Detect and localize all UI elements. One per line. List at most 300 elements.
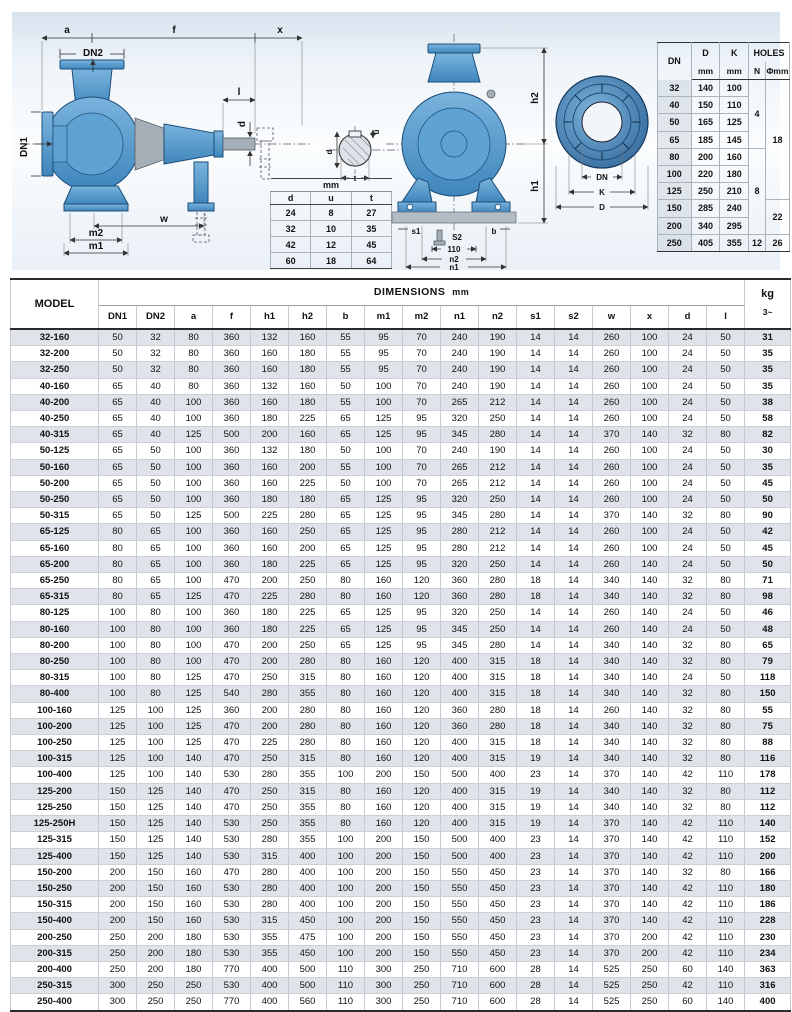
dim-cell: 100 <box>631 459 669 475</box>
dim-cell: 345 <box>441 621 479 637</box>
col-header-dn2: DN2 <box>137 305 175 329</box>
dim-cell: 50 <box>327 443 365 459</box>
dim-cell: 530 <box>213 848 251 864</box>
dim-cell: 60 <box>669 994 707 1011</box>
weight-cell: 58 <box>745 411 791 427</box>
dim-cell: 450 <box>289 913 327 929</box>
dim-cell: 42 <box>669 880 707 896</box>
dim-cell: 100 <box>631 540 669 556</box>
dim-cell: 50 <box>99 362 137 378</box>
model-cell: 40-250 <box>11 411 99 427</box>
dim-cell: 50 <box>327 378 365 394</box>
dim-cell: 140 <box>175 751 213 767</box>
flange-d-cell: 140 <box>691 80 720 97</box>
dim-cell: 160 <box>251 362 289 378</box>
dim-cell: 80 <box>137 686 175 702</box>
shaft-col-t: t <box>351 192 391 205</box>
dim-cell: 100 <box>175 556 213 572</box>
dim-cell: 280 <box>479 702 517 718</box>
dim-cell: 450 <box>479 897 517 913</box>
dim-cell: 320 <box>441 492 479 508</box>
dim-cell: 120 <box>403 799 441 815</box>
dim-cell: 32 <box>669 751 707 767</box>
dim-cell: 250 <box>289 524 327 540</box>
dim-cell: 42 <box>669 978 707 994</box>
dim-cell: 40 <box>137 427 175 443</box>
dim-cell: 260 <box>593 540 631 556</box>
dim-cell: 280 <box>289 718 327 734</box>
dim-cell: 65 <box>327 556 365 572</box>
dim-cell: 225 <box>289 475 327 491</box>
flange-k-cell: 355 <box>720 234 749 251</box>
dim-cell: 370 <box>593 945 631 961</box>
dim-cell: 260 <box>593 411 631 427</box>
dim-cell: 95 <box>403 540 441 556</box>
dim-cell: 140 <box>175 783 213 799</box>
dim-cell: 250 <box>251 670 289 686</box>
dim-cell: 525 <box>593 961 631 977</box>
dim-cell: 400 <box>441 686 479 702</box>
dim-cell: 315 <box>479 735 517 751</box>
dimension-row <box>11 378 791 394</box>
dim-cell: 300 <box>365 961 403 977</box>
dimension-row <box>11 654 791 670</box>
dim-cell: 225 <box>289 556 327 572</box>
dim-cell: 260 <box>593 443 631 459</box>
dim-cell: 315 <box>251 848 289 864</box>
dim-cell: 340 <box>593 751 631 767</box>
dim-cell: 400 <box>251 978 289 994</box>
dim-cell: 14 <box>555 654 593 670</box>
dim-cell: 160 <box>175 880 213 896</box>
dim-cell: 600 <box>479 961 517 977</box>
weight-cell: 79 <box>745 654 791 670</box>
dim-cell: 550 <box>441 880 479 896</box>
flange-holes-phi-cell: 22 <box>765 200 789 234</box>
dim-cell: 280 <box>479 508 517 524</box>
dim-cell: 240 <box>441 329 479 346</box>
model-cell: 80-315 <box>11 670 99 686</box>
dim-label-dn2: DN2 <box>82 48 104 59</box>
dim-cell: 160 <box>365 799 403 815</box>
dim-cell: 315 <box>479 751 517 767</box>
dim-cell: 65 <box>327 540 365 556</box>
dim-cell: 100 <box>365 443 403 459</box>
dim-cell: 100 <box>631 443 669 459</box>
dim-cell: 24 <box>669 492 707 508</box>
pump-side-view-drawing <box>14 14 314 262</box>
dim-cell: 530 <box>213 816 251 832</box>
flange-k-cell: 100 <box>720 80 749 97</box>
dim-cell: 32 <box>669 702 707 718</box>
dim-cell: 250 <box>251 751 289 767</box>
dim-cell: 225 <box>251 735 289 751</box>
dim-cell: 14 <box>517 556 555 572</box>
dim-cell: 14 <box>555 394 593 410</box>
dim-cell: 80 <box>327 573 365 589</box>
dim-cell: 65 <box>99 508 137 524</box>
dim-cell: 550 <box>441 897 479 913</box>
dim-cell: 180 <box>175 961 213 977</box>
dim-cell: 14 <box>555 735 593 751</box>
dim-cell: 250 <box>99 945 137 961</box>
dim-cell: 250 <box>137 978 175 994</box>
dim-cell: 80 <box>707 637 745 653</box>
dim-cell: 600 <box>479 994 517 1011</box>
dim-cell: 140 <box>631 702 669 718</box>
dim-cell: 80 <box>707 799 745 815</box>
dim-cell: 14 <box>555 540 593 556</box>
dim-cell: 240 <box>441 346 479 362</box>
dim-cell: 125 <box>175 702 213 718</box>
dim-cell: 360 <box>213 556 251 572</box>
dim-cell: 32 <box>669 783 707 799</box>
dim-cell: 100 <box>631 524 669 540</box>
dim-cell: 345 <box>441 427 479 443</box>
dimension-row <box>11 848 791 864</box>
model-cell: 32-160 <box>11 329 99 346</box>
dim-cell: 50 <box>137 443 175 459</box>
shaft-dim-cell: 42 <box>271 237 311 253</box>
dim-cell: 140 <box>631 637 669 653</box>
dim-cell: 125 <box>99 718 137 734</box>
dimension-row <box>11 605 791 621</box>
dim-cell: 280 <box>289 508 327 524</box>
dim-cell: 400 <box>479 767 517 783</box>
dim-cell: 280 <box>289 735 327 751</box>
flange-subheader-mm-d: mm <box>691 62 720 80</box>
dimension-row <box>11 475 791 491</box>
dim-cell: 55 <box>327 346 365 362</box>
model-cell: 125-200 <box>11 783 99 799</box>
dim-cell: 14 <box>517 605 555 621</box>
dim-cell: 14 <box>517 475 555 491</box>
dim-cell: 14 <box>555 346 593 362</box>
shaft-dim-cell: 24 <box>271 205 311 221</box>
dim-cell: 140 <box>631 832 669 848</box>
dim-cell: 80 <box>707 508 745 524</box>
dim-cell: 355 <box>289 832 327 848</box>
col-header-n2: n2 <box>479 305 517 329</box>
dim-cell: 240 <box>441 378 479 394</box>
dim-cell: 132 <box>251 329 289 346</box>
dim-cell: 80 <box>327 751 365 767</box>
dim-cell: 710 <box>441 994 479 1011</box>
dim-cell: 14 <box>555 492 593 508</box>
shaft-dim-cell: 27 <box>351 205 391 221</box>
dim-cell: 120 <box>403 686 441 702</box>
dim-cell: 160 <box>365 783 403 799</box>
dim-cell: 260 <box>593 524 631 540</box>
dim-cell: 24 <box>669 459 707 475</box>
dim-cell: 340 <box>593 573 631 589</box>
dim-cell: 100 <box>327 880 365 896</box>
dim-cell: 360 <box>213 329 251 346</box>
dim-cell: 140 <box>175 832 213 848</box>
dim-cell: 19 <box>517 783 555 799</box>
dimension-row <box>11 540 791 556</box>
col-header-x: x <box>631 305 669 329</box>
dim-cell: 500 <box>441 767 479 783</box>
dim-cell: 95 <box>403 637 441 653</box>
weight-cell: 30 <box>745 443 791 459</box>
shaft-table-row <box>271 237 392 253</box>
dim-cell: 160 <box>365 670 403 686</box>
dim-cell: 525 <box>593 994 631 1011</box>
dim-cell: 65 <box>99 475 137 491</box>
dim-cell: 160 <box>365 654 403 670</box>
dim-cell: 360 <box>213 621 251 637</box>
dim-cell: 160 <box>251 394 289 410</box>
dim-label-h1: h1 <box>530 180 541 192</box>
dim-cell: 140 <box>631 767 669 783</box>
flange-holes-n-cell: 12 <box>749 234 766 251</box>
weight-cell: 48 <box>745 621 791 637</box>
dim-cell: 160 <box>175 864 213 880</box>
dim-cell: 14 <box>517 411 555 427</box>
weight-cell: 55 <box>745 702 791 718</box>
dim-cell: 70 <box>403 346 441 362</box>
model-cell: 125-250 <box>11 799 99 815</box>
dim-cell: 200 <box>137 961 175 977</box>
dim-cell: 180 <box>175 929 213 945</box>
dim-cell: 95 <box>365 329 403 346</box>
dim-cell: 370 <box>593 864 631 880</box>
dim-cell: 600 <box>479 978 517 994</box>
model-cell: 80-200 <box>11 637 99 653</box>
dim-cell: 80 <box>707 589 745 605</box>
shaft-dimensions-table <box>270 178 392 269</box>
dim-cell: 400 <box>289 864 327 880</box>
dimension-row <box>11 880 791 896</box>
dim-cell: 200 <box>99 913 137 929</box>
dim-cell: 550 <box>441 929 479 945</box>
weight-cell: 42 <box>745 524 791 540</box>
weight-cell: 90 <box>745 508 791 524</box>
dimension-row <box>11 751 791 767</box>
weight-cell: 35 <box>745 362 791 378</box>
dim-cell: 560 <box>289 994 327 1011</box>
dim-cell: 100 <box>327 864 365 880</box>
dim-cell: 140 <box>175 767 213 783</box>
dim-cell: 150 <box>137 897 175 913</box>
dim-cell: 14 <box>555 832 593 848</box>
dim-cell: 400 <box>479 848 517 864</box>
shaft-dim-cell: 45 <box>351 237 391 253</box>
weight-cell: 38 <box>745 394 791 410</box>
dim-cell: 100 <box>365 459 403 475</box>
dim-cell: 80 <box>137 621 175 637</box>
dim-cell: 370 <box>593 816 631 832</box>
dim-cell: 65 <box>327 605 365 621</box>
dim-cell: 32 <box>669 508 707 524</box>
dim-cell: 14 <box>555 848 593 864</box>
dimension-row <box>11 637 791 653</box>
flange-table-row <box>658 234 790 251</box>
dim-label-s1: s1 <box>411 227 421 236</box>
dim-cell: 500 <box>213 508 251 524</box>
dim-cell: 50 <box>99 346 137 362</box>
dim-cell: 212 <box>479 524 517 540</box>
dim-cell: 65 <box>137 589 175 605</box>
dim-cell: 50 <box>99 329 137 346</box>
dim-cell: 80 <box>707 751 745 767</box>
dim-cell: 24 <box>669 556 707 572</box>
dim-cell: 80 <box>99 524 137 540</box>
dim-cell: 50 <box>707 394 745 410</box>
dim-cell: 250 <box>403 978 441 994</box>
dimension-row <box>11 508 791 524</box>
dim-cell: 80 <box>99 589 137 605</box>
dim-cell: 360 <box>213 702 251 718</box>
dim-cell: 80 <box>327 718 365 734</box>
dim-cell: 260 <box>593 475 631 491</box>
flange-k-cell: 125 <box>720 114 749 131</box>
dim-cell: 320 <box>441 411 479 427</box>
dim-cell: 50 <box>707 524 745 540</box>
dim-cell: 400 <box>441 783 479 799</box>
dim-cell: 120 <box>403 718 441 734</box>
dim-cell: 110 <box>707 832 745 848</box>
dim-cell: 280 <box>441 524 479 540</box>
dim-cell: 95 <box>403 605 441 621</box>
dim-cell: 450 <box>479 864 517 880</box>
dim-cell: 250 <box>175 978 213 994</box>
dim-cell: 140 <box>631 670 669 686</box>
flange-k-cell: 180 <box>720 165 749 182</box>
model-cell: 100-315 <box>11 751 99 767</box>
dimension-row <box>11 816 791 832</box>
weight-cell: 46 <box>745 605 791 621</box>
dimension-row <box>11 589 791 605</box>
dimension-row <box>11 961 791 977</box>
dimensions-header <box>99 279 745 305</box>
model-cell: 125-315 <box>11 832 99 848</box>
dim-cell: 14 <box>555 686 593 702</box>
shaft-table-row <box>271 205 392 221</box>
dim-cell: 250 <box>175 994 213 1011</box>
dim-cell: 70 <box>403 394 441 410</box>
dim-cell: 70 <box>403 362 441 378</box>
dim-cell: 315 <box>479 816 517 832</box>
model-cell: 200-400 <box>11 961 99 977</box>
dim-label-l: l <box>237 87 241 98</box>
dim-cell: 260 <box>593 621 631 637</box>
dim-cell: 14 <box>555 702 593 718</box>
shaft-dim-cell: 35 <box>351 221 391 237</box>
model-cell: 65-250 <box>11 573 99 589</box>
section-label-t: t <box>353 174 357 183</box>
dimension-row <box>11 767 791 783</box>
dim-cell: 28 <box>517 978 555 994</box>
model-cell: 100-160 <box>11 702 99 718</box>
dim-cell: 14 <box>555 670 593 686</box>
shaft-dim-cell: 8 <box>311 205 351 221</box>
dimension-row <box>11 864 791 880</box>
dim-cell: 23 <box>517 897 555 913</box>
dim-cell: 80 <box>99 540 137 556</box>
dim-cell: 50 <box>707 346 745 362</box>
dim-cell: 240 <box>441 362 479 378</box>
shaft-dim-cell: 60 <box>271 253 311 269</box>
dim-cell: 80 <box>327 686 365 702</box>
dim-cell: 100 <box>631 492 669 508</box>
dim-cell: 50 <box>707 621 745 637</box>
flange-header-k: K <box>720 43 749 63</box>
dim-cell: 370 <box>593 508 631 524</box>
dim-cell: 450 <box>479 880 517 896</box>
dim-cell: 14 <box>517 621 555 637</box>
dim-label-n1: n1 <box>449 263 459 272</box>
dim-cell: 100 <box>99 605 137 621</box>
dim-cell: 100 <box>365 378 403 394</box>
dim-cell: 140 <box>631 816 669 832</box>
dim-cell: 400 <box>289 897 327 913</box>
dim-cell: 14 <box>555 751 593 767</box>
dim-cell: 14 <box>555 864 593 880</box>
flange-k-cell: 210 <box>720 183 749 200</box>
dim-cell: 200 <box>99 864 137 880</box>
dim-cell: 100 <box>365 394 403 410</box>
weight-cell: 45 <box>745 540 791 556</box>
dim-cell: 160 <box>289 427 327 443</box>
dim-cell: 530 <box>213 880 251 896</box>
dim-cell: 200 <box>251 573 289 589</box>
col-header-h1: h1 <box>251 305 289 329</box>
dim-cell: 370 <box>593 848 631 864</box>
model-cell: 40-200 <box>11 394 99 410</box>
dim-cell: 150 <box>403 913 441 929</box>
foundation-bolt-icon <box>434 230 445 245</box>
weight-cell: 71 <box>745 573 791 589</box>
model-cell: 200-315 <box>11 945 99 961</box>
dim-cell: 50 <box>707 605 745 621</box>
dim-label-shaft-d: d <box>237 120 248 128</box>
dim-cell: 320 <box>441 556 479 572</box>
dim-cell: 470 <box>213 589 251 605</box>
dim-cell: 360 <box>441 702 479 718</box>
dim-cell: 24 <box>669 670 707 686</box>
dim-cell: 250 <box>403 994 441 1011</box>
weight-cell: 82 <box>745 427 791 443</box>
dim-cell: 95 <box>365 362 403 378</box>
weight-cell: 35 <box>745 378 791 394</box>
dim-cell: 250 <box>631 994 669 1011</box>
dim-cell: 125 <box>137 848 175 864</box>
weight-cell: 200 <box>745 848 791 864</box>
flange-dn-cell: 50 <box>658 114 692 131</box>
flange-subheader-n: N <box>749 62 766 80</box>
weight-cell: 35 <box>745 346 791 362</box>
dim-cell: 95 <box>403 492 441 508</box>
weight-cell: 152 <box>745 832 791 848</box>
dim-cell: 250 <box>479 621 517 637</box>
dim-cell: 370 <box>593 832 631 848</box>
dim-cell: 65 <box>327 524 365 540</box>
dim-cell: 180 <box>251 492 289 508</box>
dim-cell: 180 <box>289 443 327 459</box>
dim-cell: 32 <box>669 573 707 589</box>
dimension-row <box>11 573 791 589</box>
dimension-row <box>11 799 791 815</box>
flange-subheader-mm-k: mm <box>720 62 749 80</box>
dim-cell: 100 <box>175 621 213 637</box>
dim-cell: 200 <box>251 654 289 670</box>
dim-cell: 300 <box>99 994 137 1011</box>
weight-cell: 50 <box>745 492 791 508</box>
dim-cell: 470 <box>213 735 251 751</box>
dim-cell: 14 <box>555 508 593 524</box>
